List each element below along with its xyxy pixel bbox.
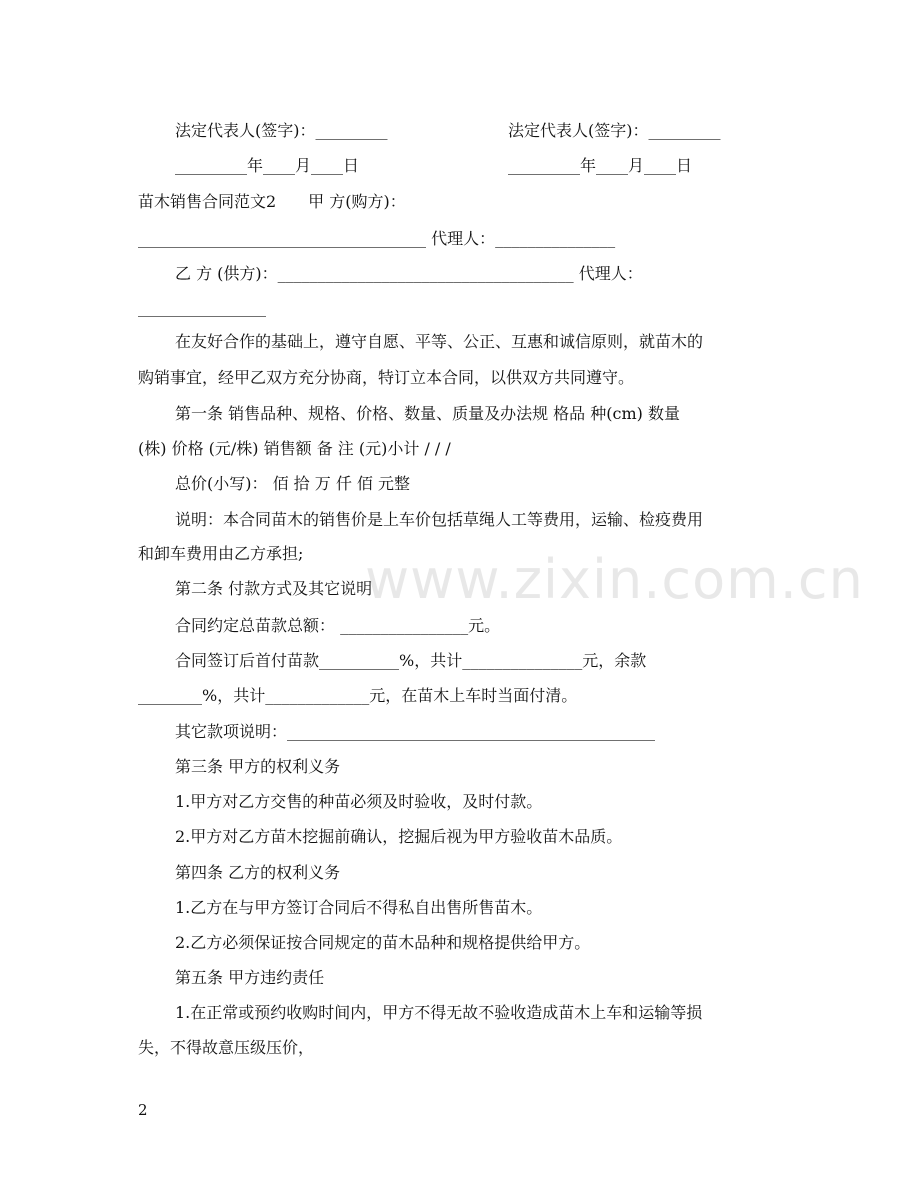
watermark: www.zixin.com.cn bbox=[365, 548, 864, 611]
article-3-item-1: 1.甲方对乙方交售的种苗必须及时验收，及时付款。 bbox=[175, 792, 543, 811]
intro-paragraph-line-2: 购销事宜，经甲乙双方充分协商，特订立本合同，以供双方共同遵守。 bbox=[138, 368, 635, 387]
explanation-line-2: 和卸车费用由乙方承担; bbox=[138, 544, 304, 563]
article-5-heading: 第五条 甲方违约责任 bbox=[175, 968, 325, 987]
article-4-item-2: 2.乙方必须保证按合同规定的苗木品种和规格提供给甲方。 bbox=[175, 933, 591, 952]
article-1-table-header-line: (株) 价格 (元/株) 销售额 备 注 (元)小计 / / / bbox=[138, 439, 451, 458]
party-b-date-line: _________年____月____日 bbox=[508, 156, 693, 175]
article-5-item-1-line-2: 失，不得故意压级压价， bbox=[138, 1038, 315, 1057]
total-payment-line: 合同约定总苗款总额： ________________元。 bbox=[175, 616, 501, 635]
total-price-line: 总价(小写)： 佰 拾 万 仟 佰 元整 bbox=[175, 474, 411, 493]
page-number: 2 bbox=[138, 1101, 148, 1119]
article-3-heading: 第三条 甲方的权利义务 bbox=[175, 757, 341, 776]
article-2-heading: 第二条 付款方式及其它说明 bbox=[175, 579, 373, 598]
party-a-signature-line: 法定代表人(签字)：_________ bbox=[175, 121, 388, 140]
down-payment-line-1: 合同签订后首付苗款__________%，共计_______________元，余款 bbox=[175, 651, 647, 670]
explanation-line-1: 说明：本合同苗木的销售价是上车价包括草绳人工等费用，运输、检疫费用 bbox=[175, 510, 704, 529]
other-payment-line: 其它款项说明：______________________________________________ bbox=[175, 722, 656, 741]
intro-paragraph-line-1: 在友好合作的基础上，遵守自愿、平等、公正、互惠和诚信原则，就苗木的 bbox=[175, 332, 704, 351]
article-1-heading-line: 第一条 销售品种、规格、价格、数量、质量及办法规 格品 种(cm) 数量 bbox=[175, 404, 680, 423]
party-b-line: 乙 方 (供方)：_____________________________________ 代理人： bbox=[175, 264, 643, 283]
contract-title-line: 苗木销售合同范文2 甲 方(购方)： bbox=[138, 192, 406, 211]
party-a-agent-line: ____________________________________ 代理人：_______________ bbox=[138, 229, 616, 248]
party-b-signature-line: 法定代表人(签字)：_________ bbox=[508, 121, 721, 140]
article-4-heading: 第四条 乙方的权利义务 bbox=[175, 863, 341, 882]
party-b-agent-blank: ________________ bbox=[138, 298, 266, 317]
article-3-item-2: 2.甲方对乙方苗木挖掘前确认，挖掘后视为甲方验收苗木品质。 bbox=[175, 827, 623, 846]
article-4-item-1: 1.乙方在与甲方签订合同后不得私自出售所售苗木。 bbox=[175, 898, 543, 917]
article-5-item-1-line-1: 1.在正常或预约收购时间内，甲方不得无故不验收造成苗木上车和运输等损 bbox=[175, 1003, 703, 1022]
down-payment-line-2: ________%，共计_____________元，在苗木上车时当面付清。 bbox=[138, 686, 578, 705]
party-a-date-line: _________年____月____日 bbox=[175, 156, 360, 175]
